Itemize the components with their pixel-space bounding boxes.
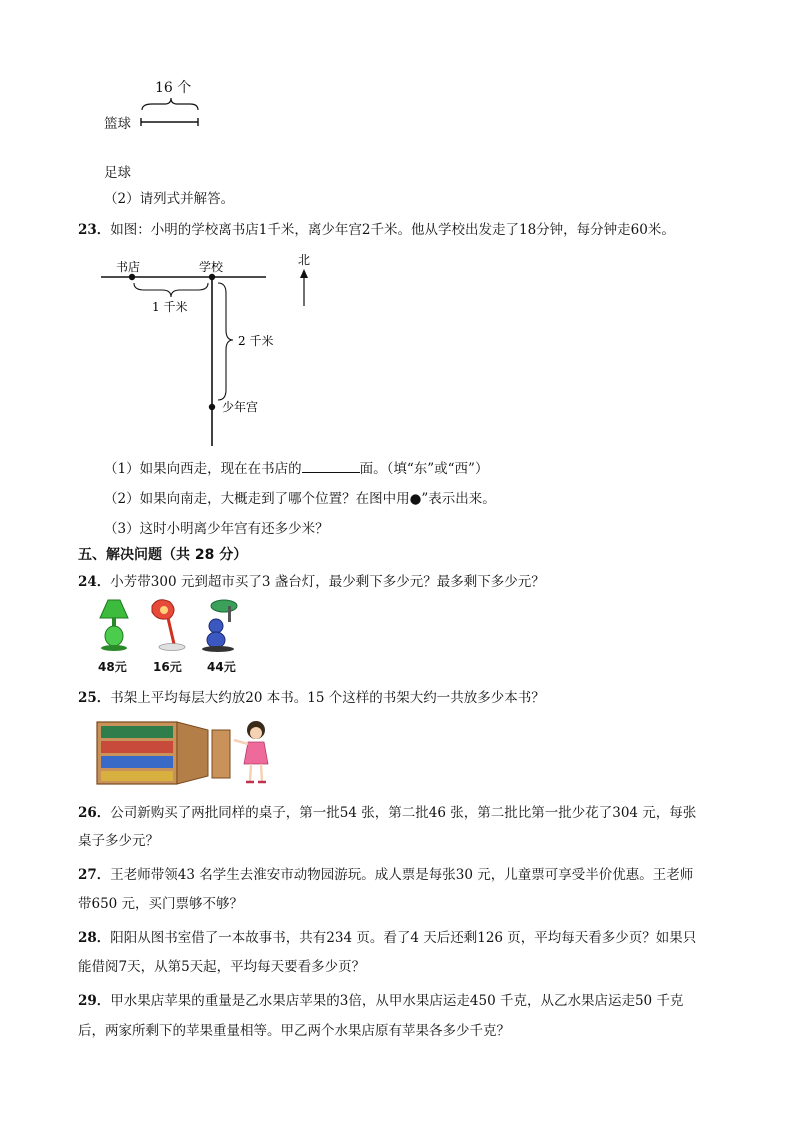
- bookstore-dot: [129, 274, 135, 280]
- school-label: 学校: [199, 260, 224, 274]
- q24-text: [78, 570, 545, 590]
- bookshelf-girl-image: [96, 718, 292, 788]
- bookstore-label: 书店: [116, 260, 141, 274]
- north-arrow-head: [300, 269, 308, 278]
- question-text: 公司新购买了两批同样的桌子，第一批54 张，第二批46 张，第二批比第一批少花了304 元，每张: [110, 805, 697, 821]
- question-number: 25．: [78, 690, 111, 706]
- count-label: 16 个: [155, 80, 192, 96]
- girl-image: [234, 721, 268, 782]
- answer-blank[interactable]: [302, 460, 360, 473]
- brace-1km: [134, 283, 208, 297]
- q26-line1: [78, 801, 696, 821]
- curly-brace: [142, 98, 198, 110]
- q23-sub1: [104, 457, 488, 477]
- question-number: 29．: [78, 993, 111, 1009]
- bar-segment: [141, 118, 198, 126]
- q23-text: [78, 218, 675, 238]
- q23-sub2: （2）如果向南走，大概走到了哪个位置？在图中用●”表示出来。: [104, 491, 496, 507]
- q27-line1: [78, 863, 693, 883]
- q29-line1: [78, 989, 683, 1009]
- red-lamp-image: [152, 600, 185, 651]
- sub1-text-b: 面。（填“东”或“西”）: [359, 461, 489, 477]
- question-number: 23．: [78, 222, 111, 238]
- q27-line2: 带650 元，买门票够不够？: [78, 896, 244, 912]
- north-label: 北: [298, 253, 311, 267]
- green-lamp-image: [100, 600, 128, 651]
- bear-lamp-image: [202, 600, 237, 652]
- row2-label: 足球: [104, 165, 131, 181]
- question-number: 24．: [78, 574, 111, 590]
- q23-sub3: （3）这时小明离少年宫有还多少米？: [104, 521, 329, 537]
- question-number: 28．: [78, 930, 111, 946]
- q28-line2: 能借阅7天，从第5天起，平均每天要看多少页？: [78, 959, 366, 975]
- q22-sub2: （2）请列式并解答。: [104, 191, 235, 207]
- q28-line1: [78, 926, 696, 946]
- q29-line2: 后，两家所剩下的苹果重量相等。甲乙两个水果店原有苹果各多少千克？: [78, 1023, 510, 1039]
- question-number: 27．: [78, 867, 111, 883]
- sub1-text-a: （1）如果向西走，现在在书店的: [104, 461, 302, 477]
- q26-line2: 桌子多少元？: [78, 833, 159, 849]
- lamp-images: [92, 596, 252, 654]
- q25-text: [78, 686, 545, 706]
- brace-2km: [218, 283, 233, 400]
- price-label: 48元: [98, 660, 127, 674]
- section-title: 五、解决问题（共 28 分）: [78, 547, 248, 563]
- question-text: 书架上平均每层大约放20 本书。15 个这样的书架大约一共放多少本书？: [110, 690, 545, 706]
- question-text: 阳阳从图书室借了一本故事书，共有234 页。看了4 天后还剩126 页，平均每天看多少页？如果只: [110, 930, 697, 946]
- question-text: 如图：小明的学校离书店1千米，离少年宫2千米。他从学校出发走了18分钟，每分钟走60米。: [110, 222, 675, 238]
- dist2-label: 2 千米: [238, 334, 274, 348]
- price-label: 44元: [207, 660, 236, 674]
- bookshelf-image: [97, 722, 230, 784]
- youth-palace-label: 少年宫: [222, 400, 259, 414]
- bracket-diagram: [138, 96, 204, 130]
- youth-palace-dot: [209, 404, 215, 410]
- school-map: [96, 250, 326, 450]
- question-text: 小芳带300 元到超市买了3 盏台灯，最少剩下多少元？最多剩下多少元？: [110, 574, 545, 590]
- question-number: 26．: [78, 805, 111, 821]
- price-label: 16元: [153, 660, 182, 674]
- dist1-label: 1 千米: [152, 300, 188, 314]
- row1-label: 篮球: [104, 116, 131, 132]
- question-text: 王老师带领43 名学生去淮安市动物园游玩。成人票是每张30 元，儿童票可享受半价优惠。王老师: [110, 867, 694, 883]
- school-dot: [209, 274, 215, 280]
- question-text: 甲水果店苹果的重量是乙水果店苹果的3倍，从甲水果店运走450 千克，从乙水果店运走50 千克: [110, 993, 684, 1009]
